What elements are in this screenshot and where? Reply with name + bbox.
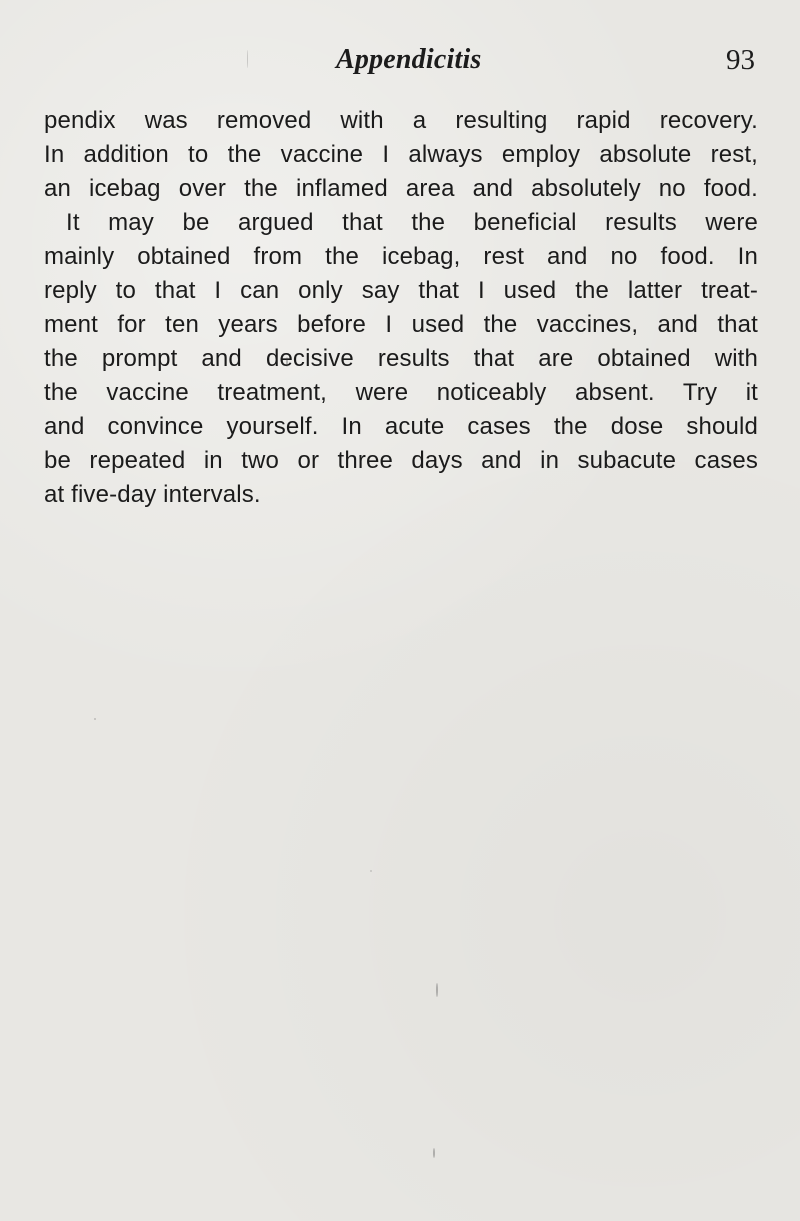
page-number: 93 xyxy=(726,44,755,76)
text-line: reply to that I can only say that I used the latter treat- xyxy=(44,277,758,304)
text-line: an icebag over the inflamed area and absolutely no food. xyxy=(44,175,758,202)
running-title: Appendicitis xyxy=(336,44,482,75)
text-line: It may be argued that the beneficial results were xyxy=(66,209,758,236)
text-line: be repeated in two or three days and in subacute cases xyxy=(44,447,758,474)
body-text xyxy=(44,104,758,512)
text-line: the prompt and decisive results that are obtained with xyxy=(44,345,758,372)
text-line: the vaccine treatment, were noticeably absent. Try it xyxy=(44,379,758,406)
text-line: pendix was removed with a resulting rapid recovery. xyxy=(44,107,758,134)
paper-speck xyxy=(247,50,248,68)
text-line: ment for ten years before I used the vaccines, and that xyxy=(44,311,758,338)
text-line: at five-day intervals. xyxy=(44,481,261,508)
paper-speck xyxy=(436,983,438,997)
paper-speck xyxy=(94,718,96,720)
text-line: and convince yourself. In acute cases the dose should xyxy=(44,413,758,440)
paper-speck xyxy=(286,357,288,367)
text-line: mainly obtained from the icebag, rest and no food. In xyxy=(44,243,758,270)
paper-speck xyxy=(433,1148,435,1158)
running-head xyxy=(0,40,800,80)
text-line: In addition to the vaccine I always employ absolute rest, xyxy=(44,141,758,168)
paper-speck xyxy=(370,870,372,872)
